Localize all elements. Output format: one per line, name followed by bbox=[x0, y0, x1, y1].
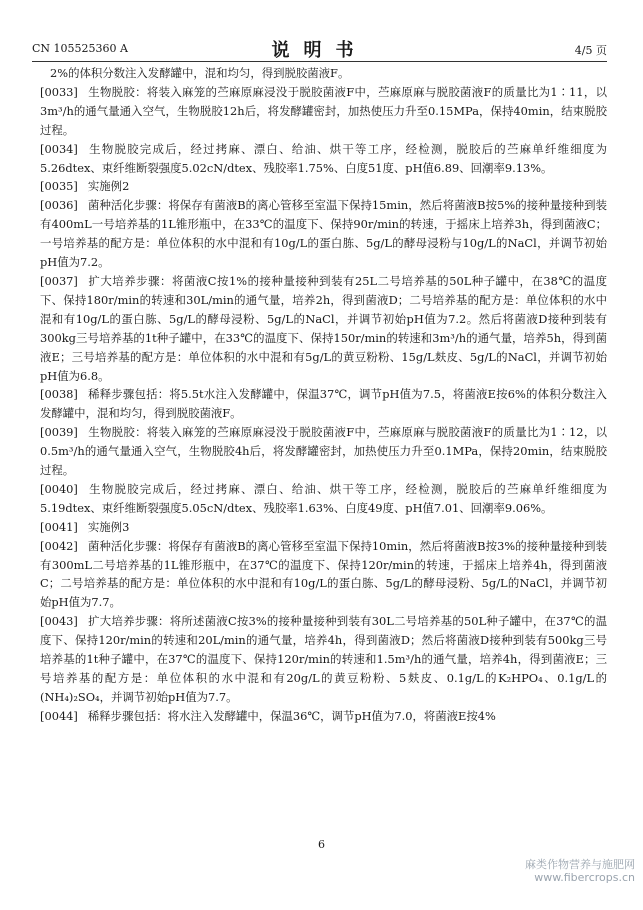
paragraph-text: 稀释步骤包括：将5.5t水注入发酵罐中，保温37℃，调节pH值为7.5，将菌液E按6%的体积分数注入发酵罐中，混和均匀，得到脱胶菌液F。 bbox=[40, 387, 607, 421]
paragraph-text: 稀释步骤包括：将水注入发酵罐中，保温36℃，调节pH值为7.0，将菌液E按4% bbox=[87, 708, 496, 723]
paragraph bbox=[40, 196, 607, 272]
paragraph-number: [0042] bbox=[40, 538, 78, 553]
paragraph-number: [0040] bbox=[40, 481, 78, 496]
section-heading: 实施例3 bbox=[87, 519, 130, 534]
document-type-title: 说明书 bbox=[271, 40, 368, 61]
paragraph bbox=[40, 385, 607, 423]
paragraph-number: [0043] bbox=[40, 614, 78, 629]
paragraph-number: [0037] bbox=[40, 273, 78, 288]
paragraph-number: [0041] bbox=[40, 519, 78, 534]
watermark-url: www.fibercrops.cn bbox=[534, 871, 635, 884]
watermark-title: 麻类作物营养与施肥网 bbox=[525, 858, 635, 871]
patent-number: CN 105525360 A bbox=[32, 42, 128, 55]
page-fraction: 4/5 页 bbox=[574, 44, 607, 57]
paragraph bbox=[40, 612, 607, 707]
paragraph-text: 菌种活化步骤：将保存有菌液B的离心管移至室温下保持10min，然后将菌液B按3%的接种量接种到装有300mL二号培养基的1L锥形瓶中，在37℃的温度下、保持120r/min的转速，于摇床上培养4h，得到菌液C；二号培养基的配方是：单位体积的水中混和有10g/L的蛋白胨、5g/L的酵母浸粉、5g/L的NaCl，并调节初始pH值为7.7。 bbox=[40, 538, 607, 610]
page-number: 6 bbox=[318, 838, 325, 851]
paragraph-number: [0033] bbox=[40, 84, 78, 99]
paragraph-number: [0044] bbox=[40, 708, 78, 723]
paragraph bbox=[40, 272, 607, 385]
paragraph bbox=[40, 83, 607, 140]
paragraph-text: 2%的体积分数注入发酵罐中，混和均匀，得到脱胶菌液F。 bbox=[50, 66, 350, 80]
header-rule bbox=[32, 61, 607, 62]
paragraph bbox=[40, 64, 607, 83]
paragraph-text: 扩大培养步骤：将菌液C按1%的接种量接种到装有25L二号培养基的50L种子罐中，在38℃的温度下、保持180r/min的转速和30L/min的通气量，培养2h，得到菌液D；二号培养基的配方是：单位体积的水中混和有10g/L的蛋白胨、5g/L的酵母浸粉、5g/L的NaCl，并调节初始pH值为7.2。然后将菌液D接种到装有300kg三号培养基的1t种子罐中，在33℃的温度下、保持150r/min的转速和3m³/h的通气量，培养5h，得到菌液E；三号培养基的配方是：单位体积的水中混和有5g/L的黄豆粉粉、15g/L麸皮、5g/L的NaCl，并调节初始pH值为6.8。 bbox=[40, 273, 607, 383]
paragraph-text: 生物脱胶完成后，经过拷麻、漂白、给油、烘干等工序，经检测，脱胶后的苎麻单纤维细度为5.19dtex、束纤维断裂强度5.05cN/dtex、残胶率1.63%、白度49度、pH值7.01、回潮率9.06%。 bbox=[40, 481, 607, 515]
section-heading: 实施例2 bbox=[87, 179, 130, 194]
paragraph bbox=[40, 177, 607, 196]
paragraph bbox=[40, 423, 607, 480]
paragraph bbox=[40, 537, 607, 613]
paragraph-text: 生物脱胶：将装入麻笼的苎麻原麻浸没于脱胶菌液F中，苎麻原麻与脱胶菌液F的质量比为1∶12，以0.5m³/h的通气量通入空气，生物脱胶4h后，将发酵罐密封，加热使压力升至0.1MPa，保持20min，结束脱胶过程。 bbox=[40, 425, 607, 478]
paragraph-number: [0038] bbox=[40, 387, 78, 402]
paragraph-number: [0034] bbox=[40, 141, 78, 156]
paragraph-text: 生物脱胶：将装入麻笼的苎麻原麻浸没于脱胶菌液F中，苎麻原麻与脱胶菌液F的质量比为1∶11，以3m³/h的通气量通入空气，生物脱胶12h后，将发酵罐密封，加热使压力升至0.15MPa，保持40min，结束脱胶过程。 bbox=[40, 84, 607, 137]
paragraph-number: [0039] bbox=[40, 425, 78, 440]
site-watermark bbox=[525, 858, 635, 884]
paragraph-text: 生物脱胶完成后，经过拷麻、漂白、给油、烘干等工序，经检测，脱胶后的苎麻单纤维细度为5.26dtex、束纤维断裂强度5.02cN/dtex、残胶率1.75%、白度51度、pH值6.89、回潮率9.13%。 bbox=[40, 141, 607, 175]
page-header bbox=[32, 36, 607, 60]
paragraph-text: 菌种活化步骤：将保存有菌液B的离心管移至室温下保持15min，然后将菌液B按5%的接种量接种到装有400mL一号培养基的1L锥形瓶中，在33℃的温度下、保持90r/min的转速，于摇床上培养3h，得到菌液C；一号培养基的配方是：单位体积的水中混和有10g/L的蛋白胨、5g/L的酵母浸粉与10g/L的NaCl，并调节初始pH值为7.2。 bbox=[40, 198, 607, 270]
paragraph bbox=[40, 518, 607, 537]
document-body bbox=[40, 64, 607, 726]
paragraph bbox=[40, 140, 607, 178]
paragraph bbox=[40, 480, 607, 518]
paragraph bbox=[40, 707, 607, 726]
paragraph-number: [0035] bbox=[40, 179, 78, 194]
paragraph-text: 扩大培养步骤：将所述菌液C按3%的接种量接种到装有30L二号培养基的50L种子罐中，在37℃的温度下、保持120r/min的转速和20L/min的通气量，培养4h，得到菌液D；然后将菌液D接种到装有500kg三号培养基的1t种子罐中，在37℃的温度下、保持120r/min的转速和1.5m³/h的通气量，培养4h，得到菌液E；三号培养基的配方是：单位体积的水中混和有20g/L的黄豆粉粉、5麸皮、0.1g/L的K₂HPO₄、0.1g/L的(NH₄)₂SO₄，并调节初始pH值为7.7。 bbox=[40, 614, 607, 704]
paragraph-number: [0036] bbox=[40, 198, 78, 213]
